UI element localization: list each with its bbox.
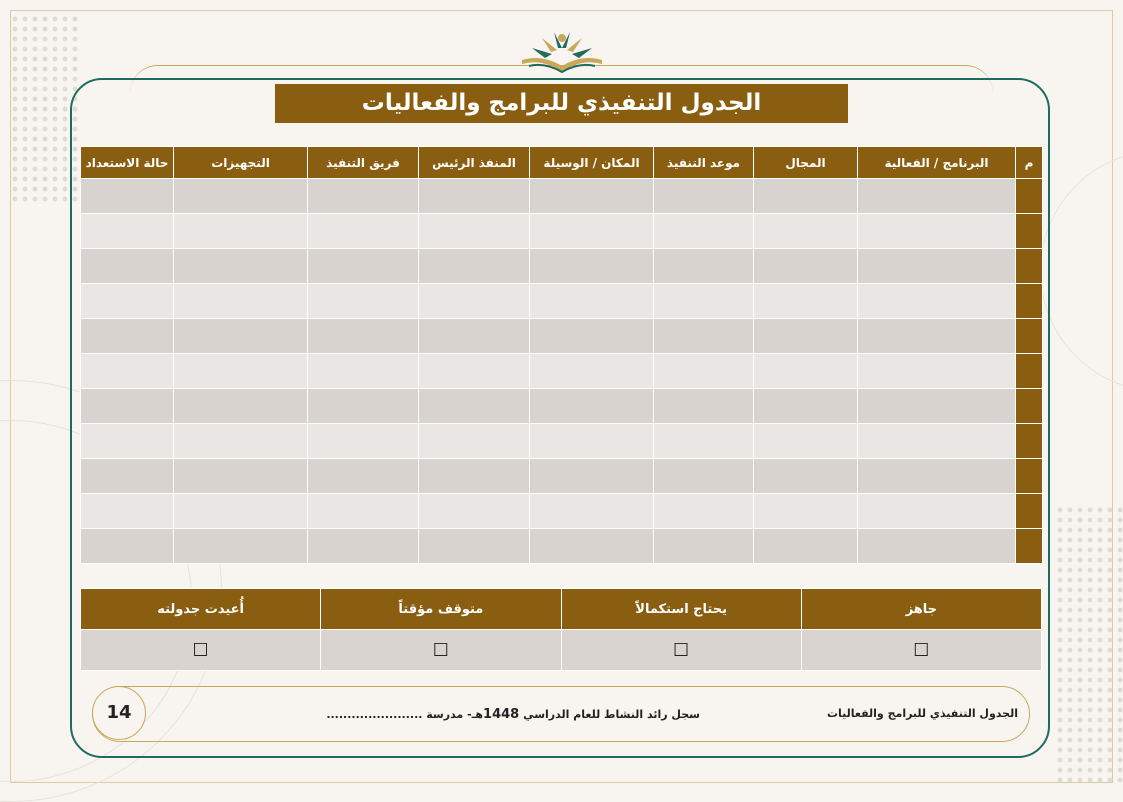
checkbox-ready[interactable]: ☐ — [801, 630, 1041, 671]
table-cell[interactable] — [81, 249, 174, 284]
table-cell[interactable] — [654, 249, 754, 284]
header-cell: م — [1016, 147, 1043, 179]
status-header-row — [81, 589, 1042, 630]
table-cell[interactable] — [308, 179, 419, 214]
table-cell[interactable] — [81, 179, 174, 214]
row-number-cell — [1016, 529, 1043, 564]
table-cell[interactable] — [754, 179, 858, 214]
table-cell[interactable] — [754, 389, 858, 424]
programs-table — [80, 146, 1043, 564]
table-cell[interactable] — [858, 179, 1016, 214]
table-cell[interactable] — [419, 319, 530, 354]
table-cell[interactable] — [174, 529, 308, 564]
table-cell[interactable] — [858, 424, 1016, 459]
table-row — [81, 354, 1043, 389]
table-row — [81, 179, 1043, 214]
table-cell[interactable] — [654, 354, 754, 389]
book-logo-icon — [517, 28, 607, 78]
status-ready-label: جاهز — [801, 589, 1041, 630]
table-cell[interactable] — [654, 214, 754, 249]
table-cell[interactable] — [530, 249, 654, 284]
table-cell[interactable] — [654, 459, 754, 494]
row-number-cell — [1016, 424, 1043, 459]
header-cell: موعد التنفيذ — [654, 147, 754, 179]
table-cell[interactable] — [419, 424, 530, 459]
table-cell[interactable] — [754, 459, 858, 494]
table-cell[interactable] — [308, 249, 419, 284]
table-row — [81, 319, 1043, 354]
table-cell[interactable] — [654, 389, 754, 424]
table-cell[interactable] — [858, 529, 1016, 564]
status-needs-completion-label: يحتاج استكمالاً — [561, 589, 801, 630]
table-row — [81, 214, 1043, 249]
table-cell[interactable] — [654, 494, 754, 529]
table-row — [81, 284, 1043, 319]
page-number: 14 — [92, 686, 146, 740]
table-cell[interactable] — [174, 249, 308, 284]
checkbox-needs-completion[interactable]: ☐ — [561, 630, 801, 671]
footer-record-label: سجل رائد النشاط للعام الدراسي — [523, 708, 700, 721]
table-cell[interactable] — [754, 284, 858, 319]
table-cell[interactable] — [308, 214, 419, 249]
row-number-cell — [1016, 354, 1043, 389]
table-cell[interactable] — [858, 459, 1016, 494]
table-cell[interactable] — [754, 214, 858, 249]
table-cell[interactable] — [174, 284, 308, 319]
table-cell[interactable] — [530, 424, 654, 459]
header-cell: البرنامج / الفعالية — [858, 147, 1016, 179]
header-cell: المكان / الوسيلة — [530, 147, 654, 179]
table-cell[interactable] — [174, 354, 308, 389]
table-cell[interactable] — [81, 459, 174, 494]
footer-doc-title: الجدول التنفيذي للبرامج والفعاليات — [826, 707, 1018, 720]
table-cell[interactable] — [81, 319, 174, 354]
checkbox-rescheduled[interactable]: ☐ — [81, 630, 321, 671]
table-cell[interactable] — [858, 389, 1016, 424]
header-cell: التجهيزات — [174, 147, 308, 179]
table-cell[interactable] — [530, 389, 654, 424]
table-cell[interactable] — [174, 179, 308, 214]
row-number-cell — [1016, 319, 1043, 354]
table-cell[interactable] — [174, 319, 308, 354]
table-cell[interactable] — [858, 249, 1016, 284]
header-cell: المجال — [754, 147, 858, 179]
table-cell[interactable] — [754, 424, 858, 459]
table-cell[interactable] — [754, 354, 858, 389]
table-row — [81, 529, 1043, 564]
table-cell[interactable] — [530, 494, 654, 529]
row-number-cell — [1016, 494, 1043, 529]
footer-year: 1448 — [483, 707, 520, 722]
table-cell[interactable] — [754, 494, 858, 529]
row-number-cell — [1016, 214, 1043, 249]
table-cell[interactable] — [754, 529, 858, 564]
table-cell[interactable] — [654, 529, 754, 564]
checkbox-paused[interactable]: ☐ — [321, 630, 561, 671]
table-cell[interactable] — [654, 319, 754, 354]
table-cell[interactable] — [754, 319, 858, 354]
table-cell[interactable] — [308, 424, 419, 459]
footer-record-text — [260, 707, 700, 722]
table-cell[interactable] — [419, 529, 530, 564]
table-cell[interactable] — [81, 389, 174, 424]
row-number-cell — [1016, 389, 1043, 424]
row-number-cell — [1016, 179, 1043, 214]
table-cell[interactable] — [530, 214, 654, 249]
table-cell[interactable] — [530, 529, 654, 564]
table-cell[interactable] — [530, 179, 654, 214]
table-row — [81, 494, 1043, 529]
table-cell[interactable] — [419, 494, 530, 529]
status-checkbox-row — [81, 630, 1042, 671]
table-cell[interactable] — [174, 494, 308, 529]
table-cell[interactable] — [858, 319, 1016, 354]
header-cell: المنفذ الرئيس — [419, 147, 530, 179]
table-cell[interactable] — [530, 284, 654, 319]
table-cell[interactable] — [174, 389, 308, 424]
table-cell[interactable] — [419, 284, 530, 319]
footer-year-suffix: هـ- مدرسة ....................... — [326, 708, 484, 721]
table-cell[interactable] — [81, 354, 174, 389]
table-cell[interactable] — [308, 284, 419, 319]
table-cell[interactable] — [419, 389, 530, 424]
table-cell[interactable] — [530, 459, 654, 494]
table-cell[interactable] — [530, 319, 654, 354]
table-cell[interactable] — [419, 214, 530, 249]
table-cell[interactable] — [858, 214, 1016, 249]
table-cell[interactable] — [308, 319, 419, 354]
table-cell[interactable] — [654, 424, 754, 459]
table-cell[interactable] — [858, 284, 1016, 319]
table-cell[interactable] — [654, 284, 754, 319]
table-cell[interactable] — [81, 494, 174, 529]
table-cell[interactable] — [419, 354, 530, 389]
table-cell[interactable] — [174, 424, 308, 459]
header-cell: حالة الاستعداد — [81, 147, 174, 179]
status-rescheduled-label: أُعيدت جدولته — [81, 589, 321, 630]
decorative-dots — [1055, 505, 1123, 785]
table-cell[interactable] — [174, 459, 308, 494]
table-cell[interactable] — [419, 459, 530, 494]
table-cell[interactable] — [81, 284, 174, 319]
table-cell[interactable] — [174, 214, 308, 249]
table-cell[interactable] — [858, 494, 1016, 529]
table-cell[interactable] — [308, 389, 419, 424]
row-number-cell — [1016, 249, 1043, 284]
table-cell[interactable] — [308, 354, 419, 389]
table-cell[interactable] — [308, 494, 419, 529]
table-cell[interactable] — [308, 459, 419, 494]
table-row — [81, 389, 1043, 424]
row-number-cell — [1016, 284, 1043, 319]
status-table — [80, 588, 1042, 671]
table-cell[interactable] — [81, 214, 174, 249]
table-cell[interactable] — [419, 249, 530, 284]
table-cell[interactable] — [754, 249, 858, 284]
table-cell[interactable] — [81, 424, 174, 459]
page-title: الجدول التنفيذي للبرامج والفعاليات — [275, 84, 848, 123]
table-row — [81, 249, 1043, 284]
table-cell[interactable] — [308, 529, 419, 564]
table-row — [81, 459, 1043, 494]
table-cell[interactable] — [81, 529, 174, 564]
header-cell: فريق التنفيذ — [308, 147, 419, 179]
table-cell[interactable] — [654, 179, 754, 214]
table-header-row — [81, 147, 1043, 179]
row-number-cell — [1016, 459, 1043, 494]
table-cell[interactable] — [419, 179, 530, 214]
status-paused-label: متوقف مؤقتاً — [321, 589, 561, 630]
table-cell[interactable] — [858, 354, 1016, 389]
table-row — [81, 424, 1043, 459]
table-cell[interactable] — [530, 354, 654, 389]
